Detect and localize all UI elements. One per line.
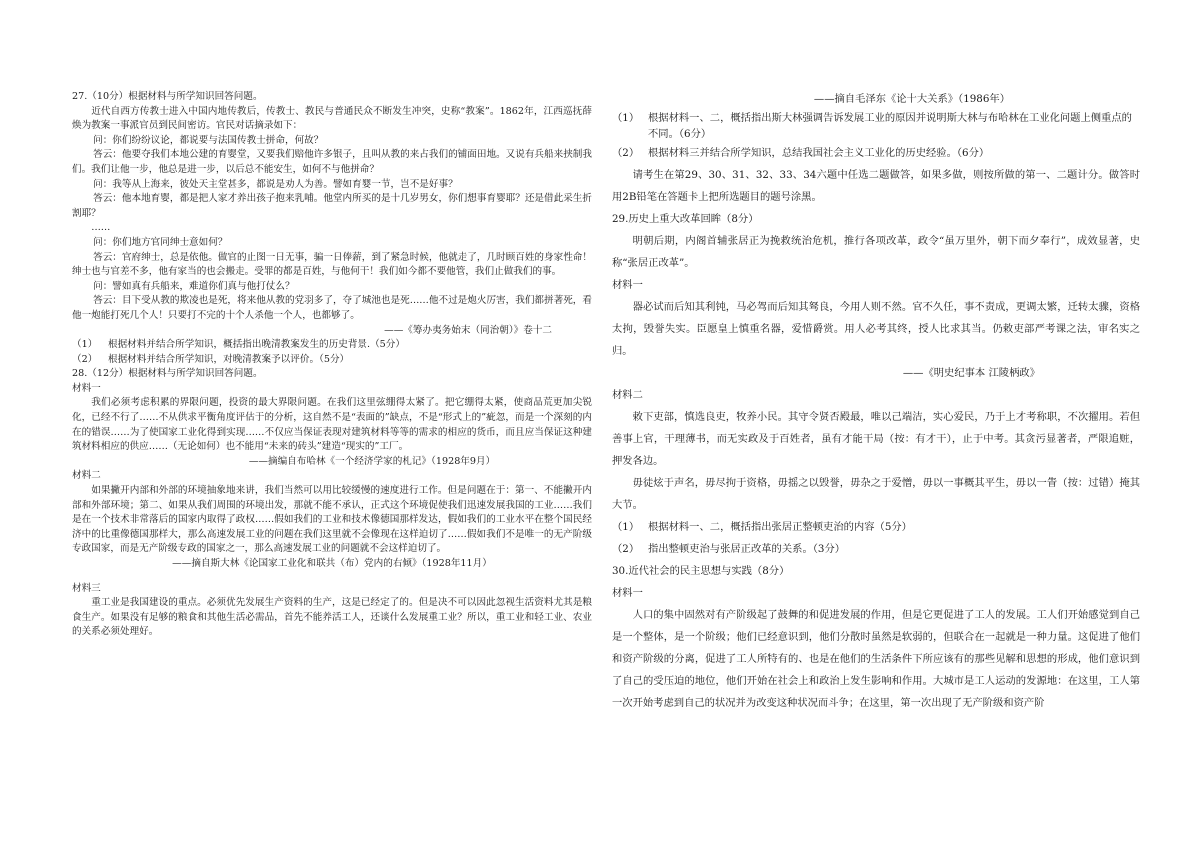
question-number: （2） [612,543,640,555]
q27-question-1 [72,338,592,353]
q28-question-2 [612,142,1140,164]
left-column [72,90,592,640]
q28-material-2-title: 材料二 [72,470,101,482]
q29-question-2 [612,538,1140,560]
right-column [612,90,1140,714]
q28-material-3-text: 重工业是我国建设的重点。必须优先发展生产资料的生产，这是已经定了的。但是决不可以因此忽视生活资料尤其是粮食生产。如果没有足够的粮食和其他生活必需品，首先不能养活工人，还谈什么发展重工业？所以，重工业和轻工业、农业的关系必须处理好。 [72,597,592,638]
question-number: （2） [72,353,98,365]
q30-material-1-title: 材料一 [612,587,643,599]
q28-material-3-title: 材料三 [72,582,101,594]
dialog-line: 问：你们纷纷议论，都说要与法国传教士拼命，何故？ [93,134,324,146]
q28-material-2-source: ——摘自斯大林《论国家工业化和联共（布）党内的右倾》（1928年11月） [172,558,492,569]
ellipsis: …… [91,222,111,234]
question-text: 指出整顿吏治与张居正改革的关系。（3分） [648,543,846,555]
q29-material-2-text-2: 毋徒炫于声名，毋尽拘于资格，毋摇之以毁誉，毋杂之于爱憎，毋以一事概其平生，毋以一眚（按：过错）掩其大节。 [612,477,1140,511]
q28-material-2-text: 如果撇开内部和外部的环境抽象地来讲，我们当然可以用比较缓慢的速度进行工作。但是问题在于：第一、不能撇开内部和外部环境；第二、如果从我们周围的环境出发，那就不能不承认，正式这个环境促使我们迅速发展我国的工业……我们是在一个技术非常落后的国家内取得了政权……假如我们的工业和技术像德国那样发达，假如我们的工业水平在整个国民经济中的比重像德国那样大，那么高速发展工业的问题在我们这里就不会像现在这样迫切了……假如我们不是唯一的无产阶级专政国家，而是无产阶级专政的国家之一，那么高速发展工业的问题就不会这样迫切了。 [72,485,592,555]
q29-heading: 29.历史上重大改革回眸（8分） [612,213,759,225]
q28-heading: 28.（12分）根据材料与所学知识回答问题。 [72,368,263,380]
question-text: 根据材料并结合所学知识，概括指出晚清教案发生的历史背景.（5分） [108,339,405,351]
q28-material-1-source: ——摘编自布哈林《一个经济学家的札记》（1928年9月） [248,455,496,467]
q29-material-1-source: ——《明史纪事本 江陵柄政》 [902,367,1040,379]
q30-material-1-text: 人口的集中固然对有产阶级起了鼓舞的和促进发展的作用，但是它更促进了工人的发展。工人们开始感觉到自己是一个整体，是一个阶级；他们已经意识到，他们分散时虽然是软弱的，但联合在一起就是一种力量。这促进了他们和资产阶级的分离，促进了工人所特有的、也是在他们的生活条件下所应该有的那些见解和思想的形成，他们意识到了自己的受压迫的地位，他们开始在社会上和政治上发生影响和作用。大城市是工人运动的发源地：在这里，工人第一次开始考虑到自己的状况并为改变这种状况而斗争；在这里，第一次出现了无产阶级和资产阶 [612,609,1140,709]
q27-intro: 近代自西方传教士进入中国内地传教后，传教士、教民与普通民众不断发生冲突，史称“教案”。1862年，江西巡抚薛焕为教案一事派官员到民间密访。官民对话摘录如下： [72,105,592,132]
question-number: （1） [72,339,98,351]
question-number: （1） [612,521,640,533]
q29-question-1 [612,516,1140,538]
question-text: 根据材料一、二，概括指出张居正整顿吏治的内容（5分） [648,521,912,533]
q27-question-2 [72,353,592,368]
q29-material-2-title: 材料二 [612,389,643,401]
q29-material-1-title: 材料一 [612,279,643,291]
dialog-line: 答云：他本地育婴，都是把人家才养出孩子抱来乳哺。他堂内所买的是十几岁男女，你们想事育婴耶？还是借此采生折割耶？ [72,193,592,219]
question-text: 根据材料一、二，概括指出斯大林强调告诉发展工业的原因并说明斯大林与布哈林在工业化问题上侧重点的不同。（6分） [648,112,1132,140]
q29-material-1-text: 器必试而后知其利钝，马必驾而后知其驽良，今用人则不然。官不久任，事不责成，更调太繁，迁转太骤，资格太拘，毁誉失实。臣愿皇上慎重名器，爱惜爵赏。用人必考其终，授人比求其当。仍敕吏部严考课之法，审名实之归。 [612,301,1140,357]
question-number: （1） [612,112,640,124]
dialog-line: 问：你们地方官同绅士意如何？ [93,236,228,248]
question-text: 根据材料并结合所学知识，对晚清教案予以评价。（5分） [108,353,350,365]
dialog-line: 问：譬如真有兵船来，难道你们真与他打仗么？ [93,280,295,292]
q29-material-2-text-1: 敕下吏部，慎选良吏，牧养小民。其守令贤否殿最，唯以己端洁，实心爱民，乃于上才考称职，不次擢用。若但善事上官，干理薄书，而无实政及于百姓者，虽有才能干局（按：有才干），止于中考。其贪污显著者，严限追赃，押发各边。 [612,411,1140,467]
q28-question-1 [612,110,1140,142]
question-number: （2） [612,147,640,159]
dialog-line: 答云：官府绅士，总是依他。做官的止图一日无事，骗一日俸薪，到了紧急时候，他就走了，几时顾百姓的身家性命！绅士也与官差不多，他有家当的也会搬走。受罪的都是百姓，与他何干！我们如今都不要他管，我们止做我们的事。 [72,251,592,278]
q28-material-1-text: 我们必须考虑积累的界限问题，投资的最大界限问题。在我们这里弦绷得太紧了。把它绷得太紧，使商品荒更加尖锐化，已经不行了……不从供求平衡角度评估于的分析，这自然不是“表面的”缺点，不是“形式上的”疵忽，而是一个深刻的内在的错误……为了使国家工业化得到实现……不仅应当保证表现对建筑材料等等的需求的相应的货币，而且应当保证这种建筑材料相应的供应……（无论如何）也不能用“未来的砖头”建造“现实的”工厂。 [72,397,592,453]
elective-notice: 请考生在第29、30、31、32、33、34六题中任选二题做答，如果多做，则按所做的第一、二题计分。做答时用2B铅笔在答题卡上把所选题目的题号涂黑。 [612,169,1140,203]
dialog-line: 答云：他要夺我们本地公建的育婴堂，又要我们赔他许多银子，且叫从教的来占我们的铺面田地。又说有兵船来挟制我们。我们让他一步，他总是进一步，以后总不能安生，如何不与他拼命？ [72,149,592,175]
q27-heading: 27.（10分）根据材料与所学知识回答问题。 [72,91,263,102]
q28-material-1-title: 材料一 [72,382,101,394]
q28-material-3-source: ——摘自毛泽东《论十大关系》（1986年） [813,93,1010,105]
question-text: 根据材料三并结合所学知识，总结我国社会主义工业化的历史经验。（6分） [648,147,990,159]
dialog-line: 问：我等从上海来，彼处天主堂甚多，都说是劝人为善。譬如育婴一节，岂不是好事？ [93,178,458,190]
q29-intro: 明朝后期，内阁首辅张居正为挽救统治危机，推行各项改革，政令“虽万里外，朝下而夕奉行”，成效显著，史称“张居正改革”。 [612,235,1140,269]
q30-heading: 30.近代社会的民主思想与实践（8分） [612,565,790,577]
q27-source: ——《筹办夷务始末（同治朝）》卷十二 [384,324,552,336]
dialog-line: 答云：目下受从教的欺凌也是死，将来他从教的党羽多了，夺了城池也是死……他不过是炮火厉害，我们都拼著死，看他一炮能打死几个人！只要打不完的十个人杀他一个人，也都够了。 [72,295,592,321]
